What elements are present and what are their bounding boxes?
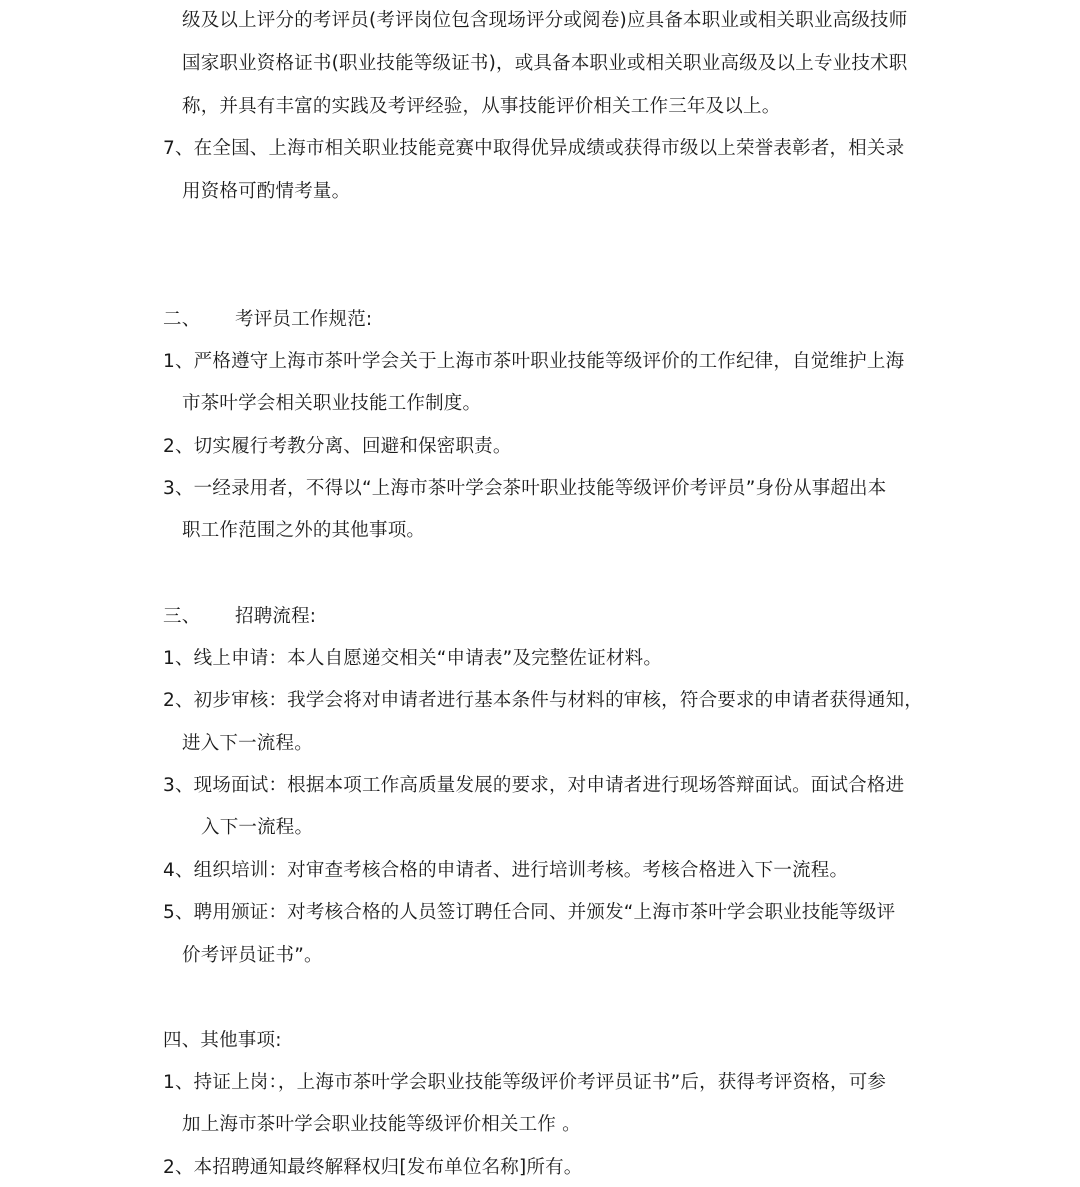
section2-number: 二、: [163, 309, 201, 330]
section2-item1-line1: 1、严格遵守上海市茶叶学会关于上海市茶叶职业技能等级评价的工作纪律，自觉维护上海: [163, 351, 905, 372]
section4-title: 四、其他事项:: [163, 1030, 282, 1051]
section3-title: 招聘流程:: [235, 606, 317, 627]
section2-item1-line2: 市茶叶学会相关职业技能工作制度。: [182, 393, 482, 414]
section3-item2-line2: 进入下一流程。: [182, 733, 313, 754]
item7-line2: 用资格可酌情考量。: [182, 181, 351, 202]
item7-line1: 7、在全国、上海市相关职业技能竞赛中取得优异成绩或获得市级以上荣誉表彰者，相关录: [163, 138, 905, 159]
section3-item1: 1、线上申请：本人自愿递交相关“申请表”及完整佐证材料。: [163, 648, 663, 669]
section3-item5-line1: 5、聘用颁证：对考核合格的人员签订聘任合同、并颁发“上海市茶叶学会职业技能等级评: [163, 902, 896, 923]
section4-item1-line1: 1、持证上岗：，上海市茶叶学会职业技能等级评价考评员证书”后，获得考评资格，可参: [163, 1072, 887, 1093]
section3-item2-line1: 2、初步审核：我学会将对申请者进行基本条件与材料的审核，符合要求的申请者获得通知，: [163, 690, 923, 711]
section2-title: 考评员工作规范:: [235, 309, 373, 330]
section2-item2: 2、切实履行考教分离、回避和保密职责。: [163, 436, 512, 457]
item6-line2: 国家职业资格证书(职业技能等级证书)，或具备本职业或相关职业高级及以上专业技术职: [182, 53, 908, 74]
section2-item3-line2: 职工作范围之外的其他事项。: [182, 520, 426, 541]
section3-item3-line2: 入下一流程。: [201, 817, 314, 838]
section4-item2: 2、本招聘通知最终解释权归[发布单位名称]所有。: [163, 1157, 583, 1178]
section3-heading: [163, 605, 316, 629]
section3-item5-line2: 价考评员证书”。: [182, 945, 323, 966]
section3-item3-line1: 3、现场面试：根据本项工作高质量发展的要求，对申请者进行现场答辩面试。面试合格进: [163, 775, 905, 796]
section3-number: 三、: [163, 606, 201, 627]
item6-line3: 称，并具有丰富的实践及考评经验，从事技能评价相关工作三年及以上。: [182, 96, 781, 117]
item6-line1: 级及以上评分的考评员(考评岗位包含现场评分或阅卷)应具备本职业或相关职业高级技师: [182, 10, 908, 31]
section2-item3-line1: 3、一经录用者，不得以“上海市茶叶学会茶叶职业技能等级评价考评员”身份从事超出本: [163, 478, 887, 499]
section3-item4: 4、组织培训：对审查考核合格的申请者、进行培训考核。考核合格进入下一流程。: [163, 860, 849, 881]
section4-item1-line2: 加上海市茶叶学会职业技能等级评价相关工作 。: [182, 1114, 581, 1135]
section2-heading: [163, 308, 372, 332]
